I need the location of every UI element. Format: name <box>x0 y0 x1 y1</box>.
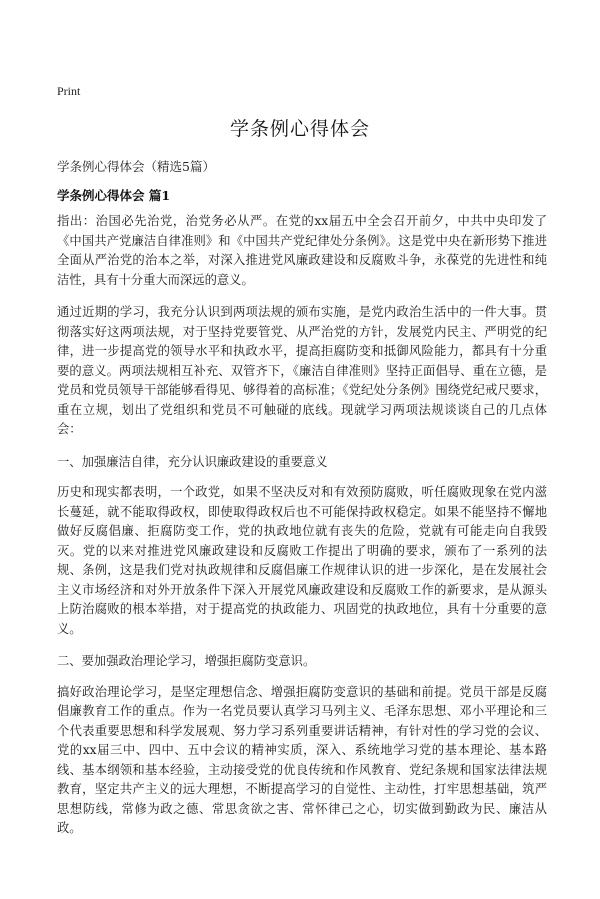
page-title: 学条例心得体会 <box>229 118 370 140</box>
article-body <box>57 212 547 852</box>
point-heading-1: 一、加强廉洁自律，充分认识廉政建设的重要意义 <box>57 454 328 469</box>
paragraph-intro: 指出：治国必先治党，治党务必从严。在党的xx届五中全会召开前夕，中共中央印发了《中国共产党廉洁自律准则》和《中国共产党纪律处分条例》。这是党中央在新形势下推进全面从严治党的治本之举，对深入推进党风廉政建设和反腐败斗争，永葆党的先进性和纯洁性，具有十分重大而深远的意义。 <box>57 214 547 287</box>
paragraph-history: 历史和现实都表明，一个政党，如果不坚决反对和有效预防腐败，听任腐败现象在党内滋长蔓延，就不能取得政权，即使取得政权后也不可能保持政权稳定。如果不能坚持不懈地做好反腐倡廉、拒腐防变工作，党的执政地位就有丧失的危险，党就有可能走向自我毁灭。党的以来对推进党风廉政建设和反腐败工作提出了明确的要求，颁布了一系列的法规、条例，这是我们党对执政规律和反腐倡廉工作规律认识的进一步深化，是在发展社会主义市场经济和对外开放条件下深入开展党风廉政建设和反腐败工作的新要求，是从源头上防治腐败的根本举措，对于提高党的执政能力、巩固党的执政地位，具有十分重要的意义。 <box>57 485 547 636</box>
paragraph-study: 通过近期的学习，我充分认识到两项法规的颁布实施，是党内政治生活中的一件大事。贯彻落实好这两项法规，对于坚持党要管党、从严治党的方针，发展党内民主、严明党的纪律，进一步提高党的领导水平和执政水平，提高拒腐防变和抵御风险能力，都具有十分重要的意义。两项法规相互补充、双管齐下，《廉洁自律准则》坚持正面倡导、重在立德，是党员和党员领导干部能够看得见、够得着的高标准；《党纪处分条例》围绕党纪戒尺要求，重在立规，划出了党组织和党员不可触碰的底线。现就学习两项法规谈谈自己的几点体会： <box>57 305 547 436</box>
document-subtitle: 学条例心得体会（精选5篇） <box>57 159 215 174</box>
point-heading-2: 二、要加强政治理论学习，增强拒腐防变意识。 <box>57 654 316 668</box>
print-link[interactable]: Print <box>57 84 81 98</box>
paragraph-theory: 搞好政治理论学习，是坚定理想信念、增强拒腐防变意识的基础和前提。党员干部是反腐倡廉教育工作的重点。作为一名党员要认真学习马列主义、毛泽东思想、邓小平理论和三个代表重要思想和科学发展观、努力学习系列重要讲话精神，有针对性的学习党的会议、党的xx届三中、四中、五中会议的精神实质，深入、系统地学习党的基本理论、基本路线、基本纲领和基本经验，主动接受党的优良传统和作风教育、党纪条规和国家法律法规教育，坚定共产主义的远大理想，不断提高学习的自觉性、主动性，打牢思想基础，筑严思想防线，常修为政之德、常思贪欲之害、常怀律己之心，切实做到勤政为民、廉洁从政。 <box>57 684 547 835</box>
section-heading: 学条例心得体会 篇1 <box>57 188 171 203</box>
